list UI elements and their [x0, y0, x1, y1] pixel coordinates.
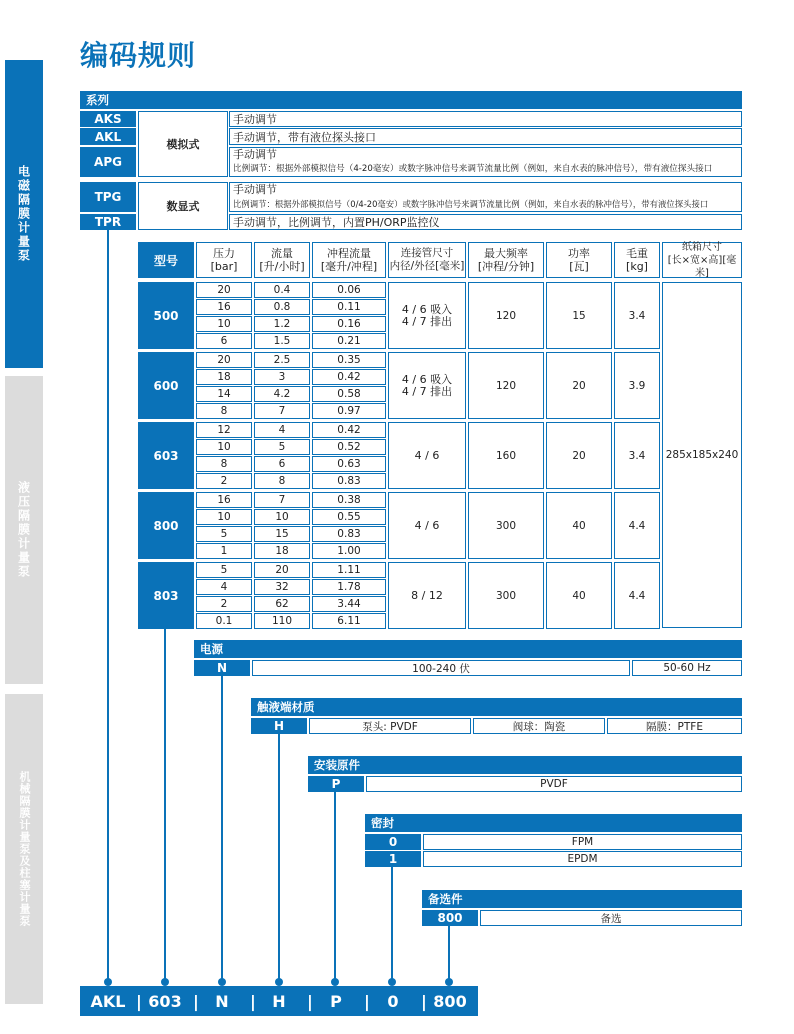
table-cell: 0.11 [312, 299, 386, 315]
table-cell: 6 [196, 333, 252, 349]
power-code: N [194, 660, 250, 676]
connector-optional [448, 926, 450, 982]
header-flow-label: 流量 [271, 247, 293, 260]
side-tab-electromagnetic[interactable]: 电磁隔膜计量泵 [5, 60, 43, 368]
table-cell: 4 [254, 422, 310, 438]
example-code-optional: 800 [433, 991, 467, 1011]
table-cell: 10 [196, 439, 252, 455]
example-code-separator: | [136, 991, 142, 1011]
header-flow-unit: [升/小时] [259, 260, 305, 273]
header-power-unit: [瓦] [569, 260, 589, 273]
material-pump-head: 泵头: PVDF [309, 718, 471, 734]
pipe-size-line: 4 / 6 吸入 [401, 302, 453, 316]
install-value: PVDF [366, 776, 742, 792]
model-code: 800 [138, 492, 194, 559]
gross-weight: 3.4 [614, 422, 660, 489]
table-cell: 12 [196, 422, 252, 438]
power-watts: 15 [546, 282, 612, 349]
example-code-series: AKL [90, 991, 126, 1011]
seal-code-0: 0 [365, 834, 421, 850]
table-cell: 18 [196, 369, 252, 385]
connector-model [164, 628, 166, 982]
table-cell: 110 [254, 613, 310, 629]
table-cell: 1.2 [254, 316, 310, 332]
table-cell: 0.42 [312, 422, 386, 438]
table-cell: 1.5 [254, 333, 310, 349]
header-weight-label: 毛重 [626, 247, 648, 260]
example-code-power: N [215, 991, 229, 1011]
table-cell: 15 [254, 526, 310, 542]
table-cell: 10 [196, 509, 252, 525]
table-cell: 20 [254, 562, 310, 578]
connector-seal [391, 866, 393, 982]
pipe-size-line: 4 / 6 吸入 [401, 372, 453, 386]
seal-value-1: EPDM [423, 851, 742, 867]
power-frequency: 50-60 Hz [632, 660, 742, 676]
table-cell: 32 [254, 579, 310, 595]
gross-weight: 3.4 [614, 282, 660, 349]
series-desc-apg-line1: 手动调节 [233, 148, 277, 161]
seal-code-1: 1 [365, 851, 421, 867]
table-cell: 0.35 [312, 352, 386, 368]
pipe-size-line: 4 / 7 排出 [401, 314, 453, 328]
table-cell: 6.11 [312, 613, 386, 629]
table-cell: 1.78 [312, 579, 386, 595]
connector-dot-power [218, 978, 226, 986]
table-cell: 3.44 [312, 596, 386, 612]
series-desc-apg [229, 147, 742, 177]
table-cell: 0.1 [196, 613, 252, 629]
connector-dot-seal [388, 978, 396, 986]
pipe-size-line: 8 / 12 [411, 588, 443, 602]
table-cell: 0.55 [312, 509, 386, 525]
table-cell: 0.58 [312, 386, 386, 402]
power-voltage: 100-240 伏 [252, 660, 630, 676]
table-cell: 5 [196, 562, 252, 578]
seal-value-0: FPM [423, 834, 742, 850]
model-code: 500 [138, 282, 194, 349]
header-pressure-unit: [bar] [210, 260, 238, 273]
table-cell: 1.11 [312, 562, 386, 578]
power-watts: 20 [546, 352, 612, 419]
header-stroke-label: 冲程流量 [327, 247, 371, 260]
series-header: 系列 [80, 91, 742, 109]
table-cell: 2 [196, 473, 252, 489]
table-cell: 2.5 [254, 352, 310, 368]
table-cell: 3 [254, 369, 310, 385]
series-desc-tpg-line2: 比例调节：根据外部模拟信号（0/4-20毫安）或数字脉冲信号来调节流量比例（例如，来自水表的脉冲信号），带有液位探头接口 [233, 199, 709, 209]
table-cell: 4 [196, 579, 252, 595]
example-code-seal: 0 [387, 991, 399, 1011]
power-watts: 40 [546, 562, 612, 629]
table-cell: 14 [196, 386, 252, 402]
side-tab-hydraulic[interactable]: 液压隔膜计量泵 [5, 376, 43, 684]
pipe-size [388, 562, 466, 629]
box-size: 285x185x240 [662, 282, 742, 628]
gross-weight: 4.4 [614, 562, 660, 629]
max-frequency: 300 [468, 562, 544, 629]
table-cell: 18 [254, 543, 310, 559]
example-code-bar [80, 986, 478, 1016]
table-cell: 10 [254, 509, 310, 525]
table-cell: 16 [196, 492, 252, 508]
table-cell: 5 [196, 526, 252, 542]
series-code-apg: APG [80, 147, 136, 177]
table-cell: 62 [254, 596, 310, 612]
table-cell: 0.83 [312, 473, 386, 489]
table-cell: 0.8 [254, 299, 310, 315]
pipe-size [388, 352, 466, 419]
table-cell: 8 [196, 403, 252, 419]
connector-dot-series [104, 978, 112, 986]
header-power-label: 功率 [568, 247, 590, 260]
connector-dot-optional [445, 978, 453, 986]
model-code: 600 [138, 352, 194, 419]
example-code-separator: | [364, 991, 370, 1011]
connector-dot-material [275, 978, 283, 986]
gross-weight: 4.4 [614, 492, 660, 559]
table-cell: 20 [196, 282, 252, 298]
pipe-size-line: 4 / 7 排出 [401, 384, 453, 398]
series-code-tpg: TPG [80, 182, 136, 212]
header-weight [614, 242, 660, 278]
example-code-separator: | [193, 991, 199, 1011]
optional-header: 备选件 [422, 890, 742, 908]
table-cell: 10 [196, 316, 252, 332]
table-cell: 0.38 [312, 492, 386, 508]
header-stroke-unit: [毫升/冲程] [320, 260, 378, 273]
pipe-size-line: 4 / 6 [414, 518, 440, 532]
material-diaphragm: 隔膜：PTFE [607, 718, 742, 734]
header-freq-label: 最大频率 [484, 247, 528, 260]
table-cell: 0.97 [312, 403, 386, 419]
material-code: H [251, 718, 307, 734]
series-code-akl: AKL [80, 128, 136, 145]
header-box-label: 纸箱尺寸 [682, 241, 722, 253]
header-pressure [196, 242, 252, 278]
table-cell: 0.06 [312, 282, 386, 298]
series-desc-akl: 手动调节，带有液位探头接口 [229, 128, 742, 145]
material-header: 触液端材质 [251, 698, 742, 716]
max-frequency: 300 [468, 492, 544, 559]
max-frequency: 120 [468, 282, 544, 349]
side-tab-mechanical[interactable]: 机械隔膜计量泵及柱塞计量泵 [5, 694, 43, 1004]
table-cell: 7 [254, 492, 310, 508]
series-desc-tpg-line1: 手动调节 [233, 183, 277, 196]
series-desc-tpr: 手动调节，比例调节，内置PH/ORP监控仪 [229, 214, 742, 230]
series-desc-tpg [229, 182, 742, 212]
table-cell: 5 [254, 439, 310, 455]
table-cell: 0.42 [312, 369, 386, 385]
series-desc-apg-line2: 比例调节：根据外部模拟信号（4-20毫安）或数字脉冲信号来调节流量比例（例如，来自水表的脉冲信号），带有液位探头接口 [233, 164, 713, 174]
example-code-separator: | [421, 991, 427, 1011]
power-watts: 40 [546, 492, 612, 559]
page-title: 编码规则 [80, 39, 197, 72]
header-pipe-label: 连接管尺寸 [400, 247, 454, 259]
table-cell: 1 [196, 543, 252, 559]
pipe-size-line: 4 / 6 [414, 448, 440, 462]
header-model: 型号 [138, 242, 194, 278]
header-stroke [312, 242, 386, 278]
connector-power [221, 676, 223, 982]
table-cell: 8 [196, 456, 252, 472]
table-cell: 7 [254, 403, 310, 419]
table-cell: 8 [254, 473, 310, 489]
header-freq [468, 242, 544, 278]
model-code: 803 [138, 562, 194, 629]
power-header: 电源 [194, 640, 742, 658]
series-group-analog: 模拟式 [138, 111, 228, 177]
pipe-size [388, 282, 466, 349]
table-cell: 0.4 [254, 282, 310, 298]
max-frequency: 160 [468, 422, 544, 489]
table-cell: 6 [254, 456, 310, 472]
header-box-unit: [长×宽×高][毫米] [667, 254, 737, 279]
table-cell: 0.63 [312, 456, 386, 472]
optional-code: 800 [422, 910, 478, 926]
table-cell: 0.52 [312, 439, 386, 455]
table-cell: 0.16 [312, 316, 386, 332]
connector-material [278, 734, 280, 982]
series-group-digital: 数显式 [138, 182, 228, 230]
install-code: P [308, 776, 364, 792]
series-desc-aks: 手动调节 [229, 111, 742, 127]
header-box [662, 242, 742, 278]
install-header: 安装原件 [308, 756, 742, 774]
table-cell: 16 [196, 299, 252, 315]
connector-install [334, 792, 336, 982]
connector-series [107, 230, 109, 982]
table-cell: 4.2 [254, 386, 310, 402]
material-valve-ball: 阀球：陶瓷 [473, 718, 605, 734]
example-code-install: P [330, 991, 342, 1011]
header-flow [254, 242, 310, 278]
optional-value: 备选 [480, 910, 742, 926]
table-cell: 0.83 [312, 526, 386, 542]
table-cell: 0.21 [312, 333, 386, 349]
gross-weight: 3.9 [614, 352, 660, 419]
seal-header: 密封 [365, 814, 742, 832]
header-pipe [388, 242, 466, 278]
connector-dot-model [161, 978, 169, 986]
table-cell: 20 [196, 352, 252, 368]
header-weight-unit: [kg] [626, 260, 648, 273]
header-freq-unit: [冲程/分钟] [477, 260, 535, 273]
table-cell: 2 [196, 596, 252, 612]
header-pressure-label: 压力 [213, 247, 235, 260]
example-code-separator: | [307, 991, 313, 1011]
pipe-size [388, 492, 466, 559]
table-cell: 1.00 [312, 543, 386, 559]
max-frequency: 120 [468, 352, 544, 419]
connector-dot-install [331, 978, 339, 986]
series-code-aks: AKS [80, 111, 136, 127]
header-power [546, 242, 612, 278]
example-code-model: 603 [148, 991, 182, 1011]
example-code-material: H [272, 991, 286, 1011]
series-code-tpr: TPR [80, 214, 136, 230]
power-watts: 20 [546, 422, 612, 489]
model-code: 603 [138, 422, 194, 489]
header-pipe-unit: 内径/外径[毫米] [389, 260, 465, 272]
pipe-size [388, 422, 466, 489]
example-code-separator: | [250, 991, 256, 1011]
